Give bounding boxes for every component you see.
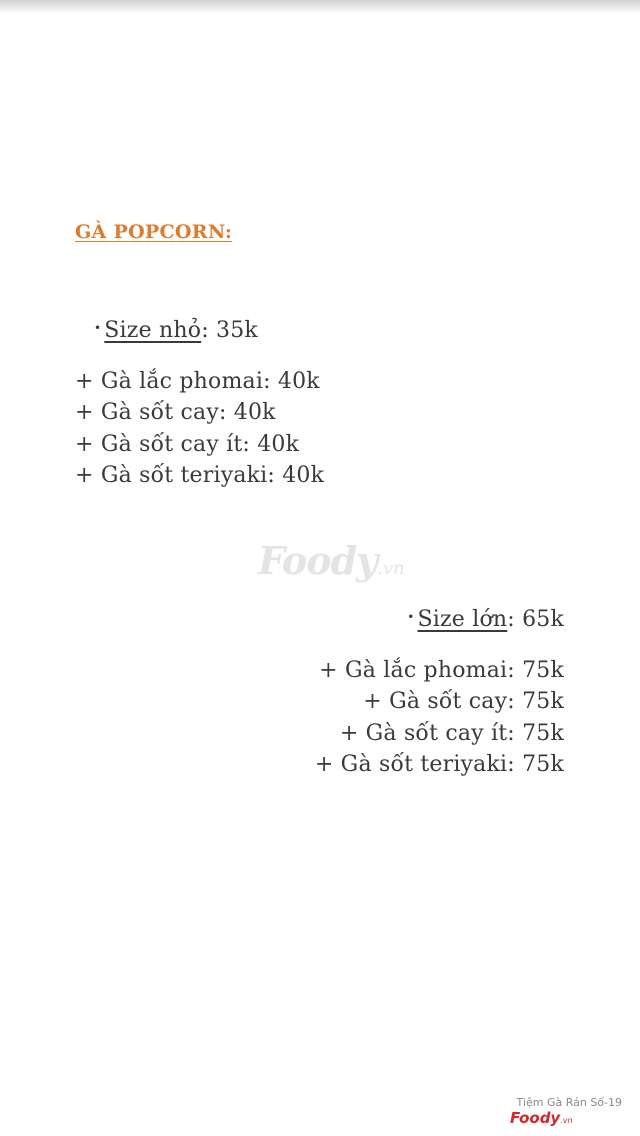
large-item-4: + Gà sốt teriyaki: 75k — [314, 752, 564, 777]
small-item-2: + Gà sốt cay: 40k — [75, 400, 276, 425]
small-size-price: : 35k — [201, 318, 258, 343]
large-item-2: + Gà sốt cay: 75k — [363, 689, 564, 714]
footer-logo-brand: Foody — [510, 1109, 561, 1127]
small-size-bullet: • — [94, 321, 102, 335]
footer-foody-logo[interactable] — [510, 1109, 573, 1127]
top-shadow — [0, 0, 640, 14]
small-item-4: + Gà sốt teriyaki: 40k — [75, 463, 325, 488]
watermark-suffix: .vn — [377, 558, 405, 579]
footer-caption: Tiệm Gà Rán Số-19 — [516, 1096, 622, 1109]
small-item-3: + Gà sốt cay ít: 40k — [75, 432, 300, 457]
menu-heading: GÀ POPCORN: — [75, 221, 233, 243]
small-item-1: + Gà lắc phomai: 40k — [75, 369, 320, 394]
large-item-1: + Gà lắc phomai: 75k — [319, 658, 564, 683]
large-size-bullet: • — [407, 610, 415, 624]
large-size-line — [407, 602, 564, 635]
small-size-line — [94, 313, 258, 346]
large-size-name: Size lớn — [417, 607, 508, 632]
small-size-name: Size nhỏ — [104, 318, 202, 343]
large-size-price: : 65k — [507, 607, 564, 632]
watermark-brand: Foody — [258, 538, 378, 583]
large-item-3: + Gà sốt cay ít: 75k — [339, 721, 564, 746]
foody-watermark — [258, 538, 405, 583]
footer-logo-suffix: .vn — [560, 1116, 573, 1125]
